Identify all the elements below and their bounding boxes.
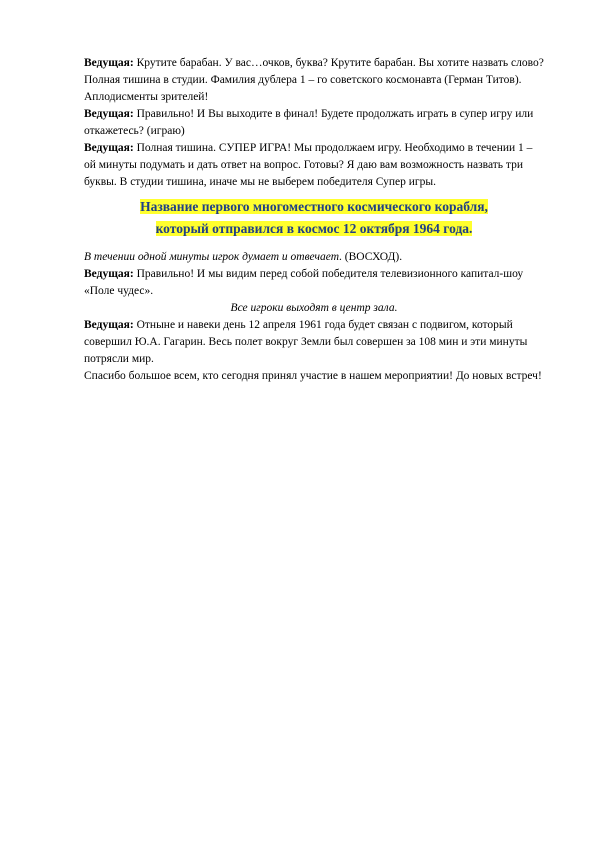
speaker-label: Ведущая: <box>84 319 134 331</box>
dialogue-text: Правильно! И Вы выходите в финал! Будете продолжать играть в супер игру или откажетесь? (играю) <box>84 108 534 137</box>
answer-text: . (ВОСХОД). <box>339 251 403 263</box>
dialogue-text: Отныне и навеки день 12 апреля 1961 года будет связан с подвигом, который совершил Ю.А. Гагарин. Весь полет вокруг Земли был совершен за 108 мин и эти минуты потрясли мир. <box>84 319 528 365</box>
stage-direction-text: В течении одной минуты игрок думает и отвечает <box>84 251 340 263</box>
stage-direction-text: Все игроки выходят в центр зала. <box>230 302 398 314</box>
question-line-1: Название первого многоместного космического корабля, <box>140 199 488 214</box>
speaker-label: Ведущая: <box>84 57 134 69</box>
stage-direction-center <box>84 300 544 317</box>
dialogue-text: Крутите барабан. У вас…очков, буква? Крутите барабан. Вы хотите назвать слово? Полная тишина в студии. Фамилия дублера 1 – го советского космонавта (Герман Титов). Аплодисменты зрителей! <box>84 57 544 103</box>
dialogue-paragraph-1 <box>84 55 544 106</box>
dialogue-text: Полная тишина. СУПЕР ИГРА! Мы продолжаем игру. Необходимо в течении 1 – ой минуты подумать и дать ответ на вопрос. Готовы? Я даю вам возможность назвать три буквы. В студии тишина, иначе мы не выберем победителя Супер игры. <box>84 142 533 188</box>
speaker-label: Ведущая: <box>84 108 134 120</box>
stage-direction-answer <box>84 249 544 266</box>
dialogue-paragraph-3 <box>84 140 544 191</box>
speaker-label: Ведущая: <box>84 142 134 154</box>
super-game-question <box>84 196 544 240</box>
closing-paragraph: Спасибо большое всем, кто сегодня принял участие в нашем мероприятии! До новых встреч! <box>84 370 542 382</box>
speaker-label: Ведущая: <box>84 268 134 280</box>
dialogue-paragraph-4 <box>84 266 544 300</box>
document-page <box>84 55 544 385</box>
dialogue-text: Правильно! И мы видим перед собой победителя телевизионного капитал-шоу «Поле чудес». <box>84 268 524 297</box>
dialogue-paragraph-2 <box>84 106 544 140</box>
dialogue-paragraph-5 <box>84 317 544 368</box>
question-line-2: который отправился в космос 12 октября 1964 года. <box>155 221 473 236</box>
